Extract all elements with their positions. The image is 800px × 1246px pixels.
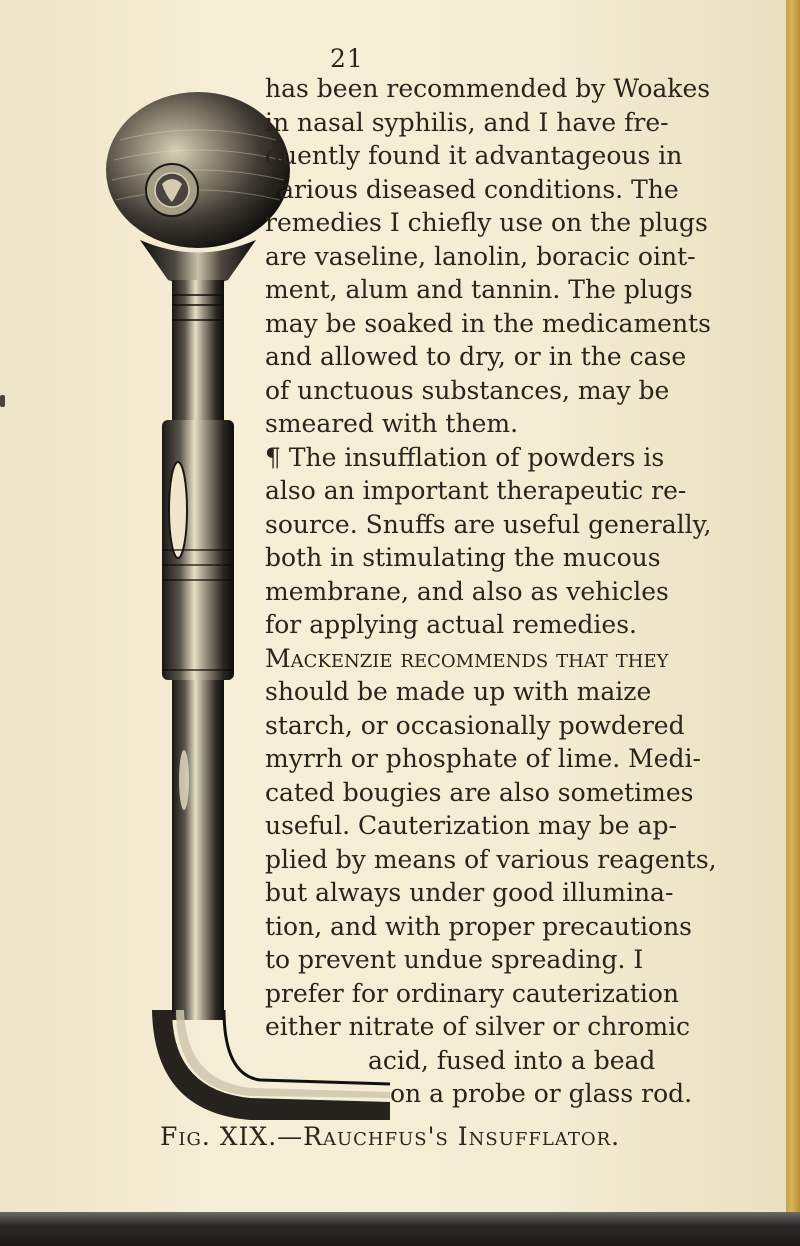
text-line-13: also an important therapeutic re- [265, 476, 687, 505]
lower-tube [172, 680, 224, 1020]
text-line-26: tion, and with proper precautions [265, 911, 693, 941]
margin-mark [0, 395, 5, 407]
text-line-25: but always under good illumina- [265, 878, 674, 907]
text-line-27: to prevent undue spreading. I [265, 945, 644, 974]
text-line-11: smeared with them. [265, 409, 519, 438]
text-line-8: may be soaked in the medicaments [265, 308, 711, 338]
text-line-4: various diseased conditions. The [265, 174, 679, 204]
chamber-window [169, 462, 187, 558]
text-line-7: ment, alum and tannin. The plugs [265, 275, 693, 304]
text-line-24: plied by means of various reagents, [265, 844, 717, 874]
text-line-18: Mackenzie recommends that they [265, 643, 669, 673]
text-line-21: myrrh or phosphate of lime. Medi- [265, 744, 701, 773]
text-line-9: and allowed to dry, or in the case [265, 342, 687, 371]
text-line-16: membrane, and also as vehicles [265, 576, 669, 606]
text-line-22: cated bougies are also sometimes [265, 777, 694, 807]
text-line-23: useful. Cauterization may be ap- [265, 811, 677, 840]
text-line-19: should be made up with maize [265, 677, 652, 706]
text-line-12: ¶ The insufflation of powders is [265, 442, 665, 472]
text-line-2: in nasal syphilis, and I have fre- [265, 107, 669, 137]
text-line-28: prefer for ordinary cauterization [265, 978, 679, 1008]
page-number: 21 [330, 44, 364, 73]
text-line-1: has been recommended by Woakes [265, 74, 711, 103]
page-edge-bottom [0, 1212, 800, 1246]
text-line-10: of unctuous substances, may be [265, 375, 670, 405]
text-line-5: remedies I chiefly use on the plugs [265, 208, 708, 237]
figure-caption: Fig. XIX.—Rauchfus's Insufflator. [160, 1122, 621, 1151]
text-line-6: are vaseline, lanolin, boracic oint- [265, 241, 696, 271]
text-line-15: both in stimulating the mucous [265, 543, 661, 572]
upper-tube [172, 280, 224, 420]
text-line-20: starch, or occasionally powdered [265, 710, 685, 740]
text-line-3: quently found it advantageous in [265, 141, 683, 170]
text-line-31: on a probe or glass rod. [390, 1079, 693, 1108]
text-line-14: source. Snuffs are useful generally, [265, 509, 712, 539]
page-edge-right [786, 0, 800, 1246]
text-line-17: for applying actual remedies. [265, 610, 637, 639]
text-line-30: acid, fused into a bead [368, 1045, 656, 1075]
text-line-29: either nitrate of silver or chromic [265, 1012, 691, 1041]
